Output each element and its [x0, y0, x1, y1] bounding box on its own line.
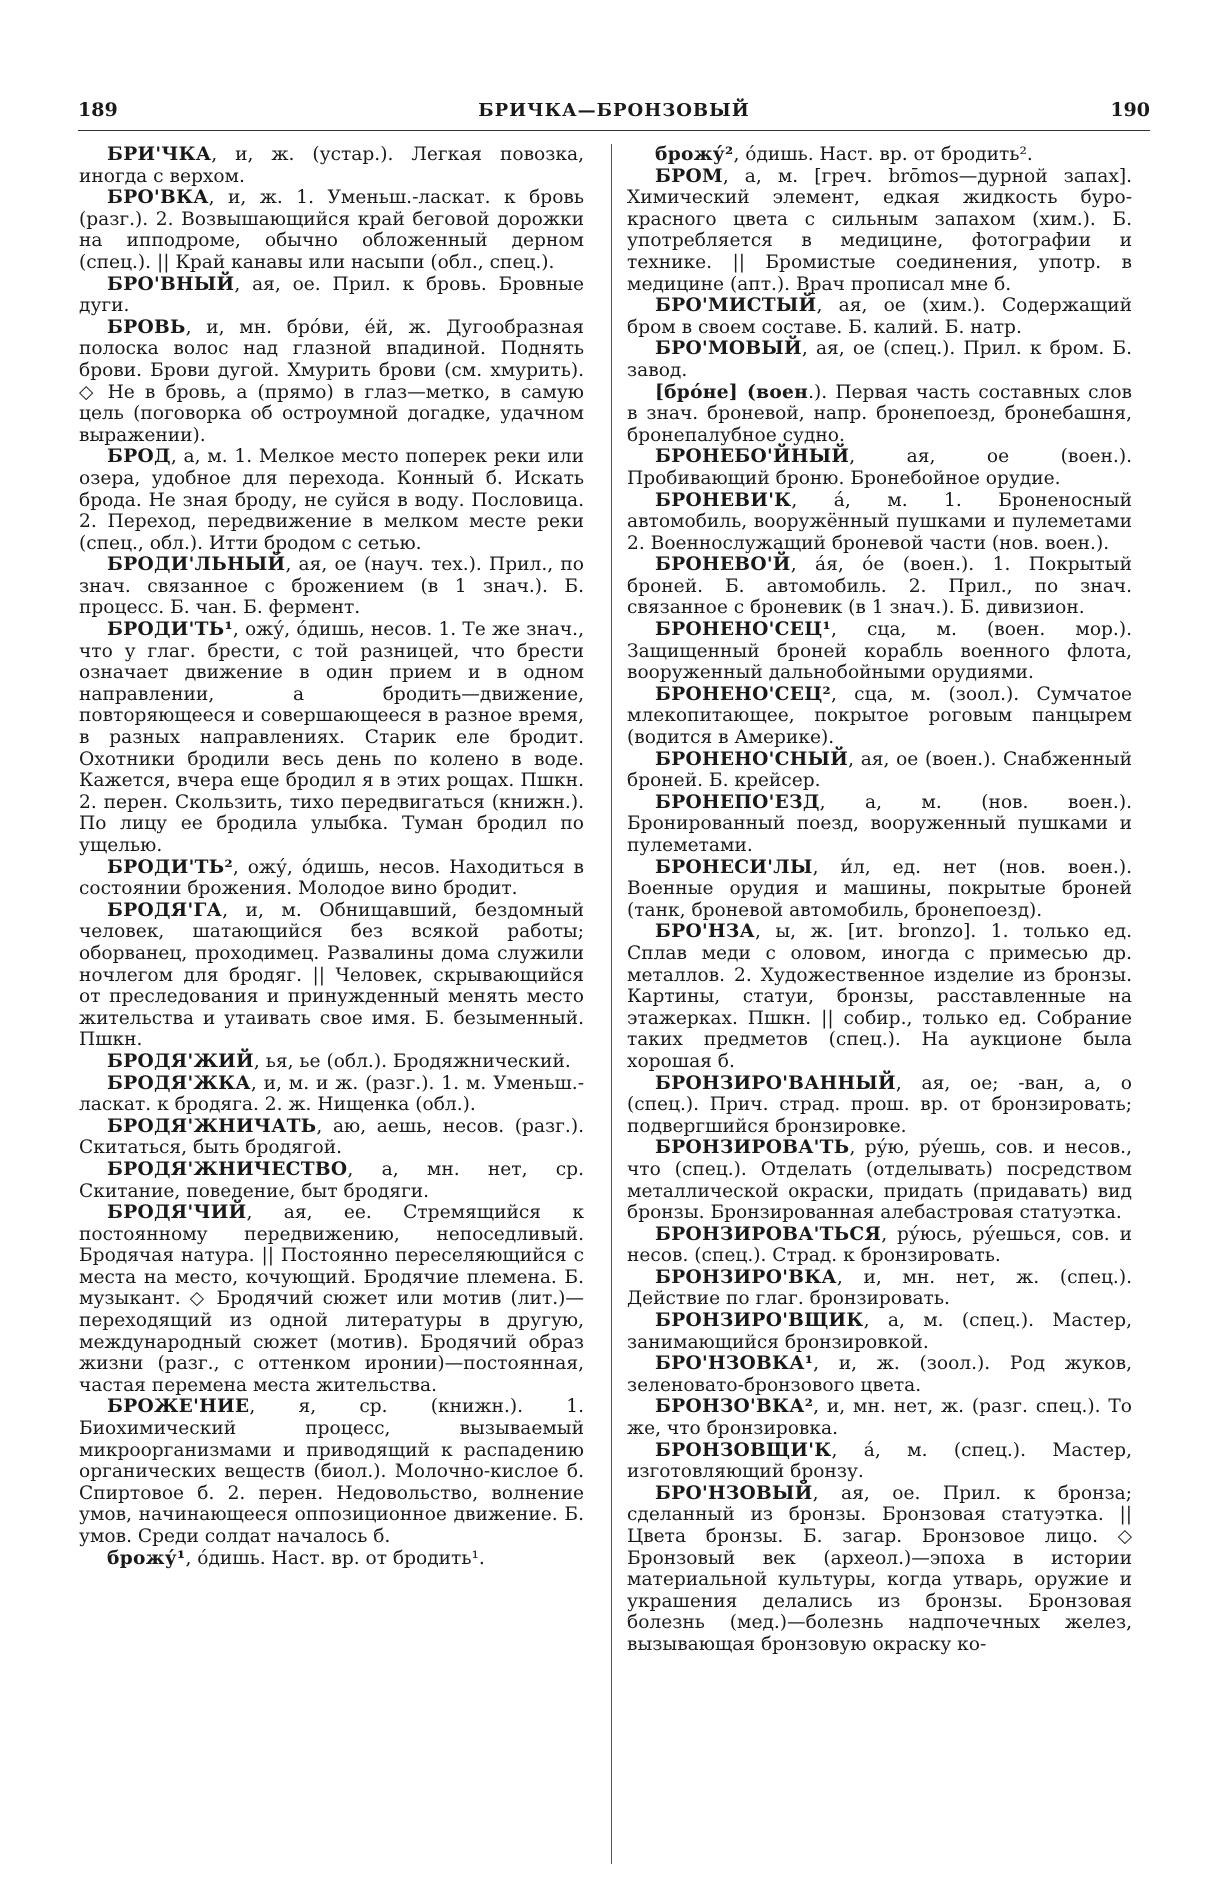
entry-headword: БРОВЬ [107, 316, 186, 338]
dictionary-entry: БРОДИ'ЛЬНЫЙ, ая, ое (науч. тех.). Прил., по знач. связанное с брожением (в 1 знач.). Б. процесс. Б. чан. Б. фермент. [79, 554, 584, 619]
dictionary-entry: БРИ'ЧКА, и, ж. (устар.). Легкая повозка, иногда с верхом. [79, 144, 584, 187]
dictionary-entry: БРОВЬ, и, мн. бро́ви, е́й, ж. Дугообразная полоска волос над глазной впадиной. Поднять брови. Брови дугой. Хмурить брови (см. хмурить). ◇ Не в бровь, а (прямо) в глаз—метко, в самую цель (поговорка об остроумной догадке, удачном выражении). [79, 316, 584, 446]
dictionary-entry: БРОНЗИРО'ВКА, и, мн. нет, ж. (спец.). Действие по глаг. бронзировать. [627, 1266, 1132, 1310]
page-number-left: 189 [78, 99, 118, 121]
dictionary-entry: БРОНЕНО'СНЫЙ, ая, ое (воен.). Снабженный броней. Б. крейсер. [627, 748, 1132, 792]
dictionary-entry: БРОДЯ'ЧИЙ, ая, ее. Стремящийся к постоянному передвижению, непоседливый. Бродячая натура. || Постоянно переселяющийся с места на место, кочующий. Бродячие племена. Б. музыкант. ◇ Бродячий сюжет или мотив (лит.)—переходящий из одной литературы в другую, международный сюжет (мотив). Бродячий образ жизни (разг., с оттенком иронии)—постоянная, частая перемена места жительства. [79, 1202, 584, 1396]
entry-headword: БРОНЕНО'СЕЦ² [655, 683, 831, 705]
entry-headword: БРОДЯ'ЖНИЧЕСТВО [107, 1158, 348, 1180]
entry-headword: БРОНЗИРОВА'ТЬСЯ [655, 1223, 882, 1245]
dictionary-entry: БРО'МОВЫЙ, ая, ое (спец.). Прил. к бром. Б. завод. [627, 338, 1132, 381]
dictionary-entry: БРОМ, а, м. [греч. brōmos—дурной запах]. Химический элемент, едкая жидкость буро-красного цвета с сильным запахом (хим.). Б. употребляется в медицине, фотографии и технике. || Бромистые соединения, употр. в медицине (апт.). Врач прописал мне б. [627, 165, 1132, 295]
dictionary-entry: БРОД, а, м. 1. Мелкое место поперек реки или озера, удобное для перехода. Конный б. Искать брода. Не зная броду, не суйся в воду. Пословица. 2. Переход, передвижение в мелком месте реки (спец., обл.). Итти бродом с сетью. [79, 446, 584, 554]
dictionary-entry: БРОЖЕ'НИЕ, я, ср. (книжн.). 1. Биохимический процесс, вызываемый микроорганизмами и приводящий к распадению органических веществ (биол.). Молочно-кислое б. Спиртовое б. 2. перен. Недовольство, волнение умов, начинающееся оппозиционное движение. Б. умов. Среди солдат началось б. [79, 1396, 584, 1547]
entry-headword: БРОДЯ'ЧИЙ [107, 1202, 247, 1224]
dictionary-entry: БРО'НЗОВЫЙ, ая, ое. Прил. к бронза; сделанный из бронзы. Бронзовая статуэтка. || Цвета бронзы. Б. загар. Бронзовое лицо. ◇ Бронзовый век (археол.)—эпоха в истории материальной культуры, когда утварь, оружие и украшения делались из бронзы. Бронзовая болезнь (мед.)—болезнь надпочечных желез, вызывающая бронзовую окраску ко- [627, 1482, 1132, 1655]
dictionary-entry: БРОНЗИРО'ВАННЫЙ, ая, ое; -ван, а, о (спец.). Прич. страд. прош. вр. от бронзировать; подвергшийся бронзировке. [627, 1072, 1132, 1137]
dictionary-entry: БРОНЕБО'ЙНЫЙ, ая, ое (воен.). Пробивающий броню. Бронебойное орудие. [627, 446, 1132, 489]
entry-headword: БРОДЯ'ЖКА [107, 1072, 251, 1094]
page-header [78, 90, 1150, 131]
dictionary-entry: БРОДЯ'ЖИЙ, ья, ье (обл.). Бродяжнический. [107, 1050, 571, 1072]
dictionary-entry: БРОДЯ'ЖКА, и, м. и ж. (разг.). 1. м. Уменьш.-ласкат. к бродяга. 2. ж. Нищенка (обл.). [79, 1072, 584, 1116]
dictionary-entry: БРОДИ'ТЬ¹, ожу́, о́дишь, несов. 1. Те же знач., что у глаг. брести, с той разницей, что брести означает движение в один прием и в одном направлении, а бродить—движение, повторяющееся и совершающееся в разное время, в разных направлениях. Старик еле бродит. Охотники бродили весь день по колено в воде. Кажется, вчера еще бродил я в этих рощах. Пшкн. 2. перен. Скользить, тихо передвигаться (книжн.). По лицу ее бродила улыбка. Туман бродил по ущелью. [79, 619, 584, 856]
entry-headword: БРОНЕНО'СНЫЙ [655, 748, 849, 770]
entry-headword: БРОНЗО'ВКА² [655, 1396, 814, 1418]
entry-headword: БРОНЗИРО'ВКА [655, 1266, 837, 1288]
dictionary-entry: БРОДЯ'ГА, и, м. Обнищавший, бездомный человек, шатающийся без всякой работы; оборванец, проходимец. Развалины дома служили ночлегом для бродяг. || Человек, скрывающийся от преследования и принужденный менять место жительства и утаивать свое имя. Б. безыменный. Пшкн. [79, 899, 584, 1051]
entry-headword: БРОНЗИРО'ВЩИК [655, 1310, 864, 1332]
dictionary-entry: БРОДЯ'ЖНИЧАТЬ, аю, аешь, несов. (разг.). Скитаться, быть бродягой. [79, 1115, 584, 1159]
dictionary-entry: БРОНЕСИ'ЛЫ, и́л, ед. нет (нов. воен.). Военные орудия и машины, покрытые броней (танк, броневой автомобиль, бронепоезд). [627, 856, 1132, 921]
entry-headword: БРО'НЗОВКА¹ [655, 1353, 814, 1375]
dictionary-entry: БРОНЗИРО'ВЩИК, а, м. (спец.). Мастер, занимающийся бронзировкой. [627, 1310, 1132, 1353]
entry-headword: [бро́не] (воен [655, 381, 809, 403]
dictionary-entry: БРОНЕВИ'К, а́, м. 1. Броненосный автомобиль, вооружённый пушками и пулеметами 2. Военнослужащий броневой части (нов. воен.). [627, 489, 1132, 554]
entry-headword: БРОДИ'ТЬ² [107, 856, 233, 878]
dictionary-entry: БРО'НЗА, ы, ж. [ит. bronzo]. 1. только ед. Сплав меди с оловом, иногда с примесью др. металлов. 2. Художественное изделие из бронзы. Картины, статуи, бронзы, расставленные на этажерках. Пшкн. || собир., только ед. Собрание таких предметов (спец.). На аукционе была хорошая б. [627, 921, 1132, 1072]
entry-headword: БРОНЕВИ'К [655, 489, 792, 511]
dictionary-entry: БРОНЕПО'ЕЗД, а, м. (нов. воен.). Бронированный поезд, вооруженный пушками и пулеметами. [627, 791, 1132, 856]
entry-headword: БРО'МОВЫЙ [655, 338, 802, 360]
entry-headword: БРОНЕСИ'ЛЫ [655, 856, 813, 878]
entry-headword: БРО'ВНЫЙ [107, 273, 235, 295]
entry-headword: БРОНЕПО'ЕЗД [655, 791, 820, 813]
entry-headword: БРОДИ'ТЬ¹ [107, 619, 233, 641]
entry-headword: БРОНЕБО'ЙНЫЙ [655, 446, 850, 468]
entry-headword: БРОЖЕ'НИЕ [107, 1396, 250, 1418]
left-column [79, 144, 584, 1569]
dictionary-entry: БРОДИ'ТЬ², ожу́, о́дишь, несов. Находиться в состоянии брожения. Молодое вино бродит. [79, 856, 584, 900]
entry-headword: БРОДЯ'ЖИЙ [107, 1050, 254, 1072]
dictionary-entry: БРО'ВКА, и, ж. 1. Уменьш.-ласкат. к бровь (разг.). 2. Возвышающийся край беговой дорожки на ипподроме, обычно обложенный дерном (спец.). || Край канавы или насыпи (обл., спец.). [79, 187, 584, 273]
dictionary-entry: БРОНЕНО'СЕЦ¹, сца, м. (воен. мор.). Защищенный броней корабль военного флота, вооруженный дальнобойными орудиями. [627, 619, 1132, 684]
page-number-right: 190 [1110, 99, 1150, 121]
entry-headword: брожу́² [655, 144, 734, 165]
dictionary-entry: брожу́², о́дишь. Наст. вр. от бродить². [655, 144, 1033, 165]
dictionary-entry: [бро́не] (воен.). Первая часть составных слов в знач. броневой, напр. бронепоезд, бронебашня, бронепалубное судно. [627, 381, 1132, 446]
dictionary-entry: БРОНЗОВЩИ'К, а́, м. (спец.). Мастер, изготовляющий бронзу. [627, 1439, 1132, 1483]
entry-headword: БРОНЗИРО'ВАННЫЙ [655, 1072, 896, 1094]
entry-headword: БРОДЯ'ГА [107, 899, 223, 921]
right-column [627, 144, 1132, 1656]
entry-headword: БРОД [107, 446, 171, 468]
dictionary-entry: БРОНЕНО'СЕЦ², сца, м. (зоол.). Сумчатое млекопитающее, покрытое роговым панцырем (водится в Америке). [627, 683, 1132, 749]
entry-headword: БРО'НЗОВЫЙ [655, 1482, 813, 1504]
dictionary-entry: брожу́¹, о́дишь. Наст. вр. от бродить¹. [107, 1547, 485, 1569]
dictionary-entry: БРО'ВНЫЙ, ая, ое. Прил. к бровь. Бровные дуги. [79, 273, 584, 317]
entry-headword: БРОНЕВО'Й [655, 554, 791, 576]
dictionary-entry: БРОНЕВО'Й, а́я, о́е (воен.). 1. Покрытый броней. Б. автомобиль. 2. Прил., по знач. связанное с броневик (в 1 знач.). Б. дивизион. [627, 554, 1132, 619]
dictionary-entry: БРО'МИСТЫЙ, ая, ое (хим.). Содержащий бром в своем составе. Б. калий. Б. натр. [627, 295, 1132, 338]
entry-headword: БРОДЯ'ЖНИЧАТЬ [107, 1115, 317, 1137]
entry-headword: БРО'НЗА [655, 921, 755, 943]
entry-headword: БРОНЗИРОВА'ТЬ [655, 1137, 850, 1159]
running-title: БРИЧКА—БРОНЗОВЫЙ [478, 99, 750, 121]
dictionary-entry: БРОНЗО'ВКА², и, мн. нет, ж. (разг. спец.). То же, что бронзировка. [627, 1396, 1132, 1440]
dictionary-entry: БРОНЗИРОВА'ТЬ, ру́ю, ру́ешь, сов. и несов., что (спец.). Отделать (отделывать) посредством металлической окраски, придать (придавать) вид бронзы. Бронзированная алебастровая статуэтка. [627, 1137, 1132, 1224]
entry-headword: БРОМ [655, 165, 723, 187]
dictionary-entry: БРОНЗИРОВА'ТЬСЯ, ру́юсь, ру́ешься, сов. и несов. (спец.). Страд. к бронзировать. [627, 1223, 1132, 1267]
entry-headword: БРОДИ'ЛЬНЫЙ [107, 554, 286, 576]
entry-headword: БРОНЕНО'СЕЦ¹ [655, 619, 831, 641]
entry-headword: БРИ'ЧКА [107, 144, 212, 165]
dictionary-entry: БРО'НЗОВКА¹, и, ж. (зоол.). Род жуков, зеленовато-бронзового цвета. [627, 1353, 1132, 1396]
entry-headword: БРОНЗОВЩИ'К [655, 1439, 832, 1461]
entry-headword: БРО'ВКА [107, 187, 209, 209]
entry-headword: БРО'МИСТЫЙ [655, 295, 817, 317]
column-divider [611, 144, 612, 1864]
entry-headword: брожу́¹ [107, 1547, 186, 1569]
dictionary-entry: БРОДЯ'ЖНИЧЕСТВО, а, мн. нет, ср. Скитание, поведение, быт бродяги. [79, 1158, 584, 1202]
